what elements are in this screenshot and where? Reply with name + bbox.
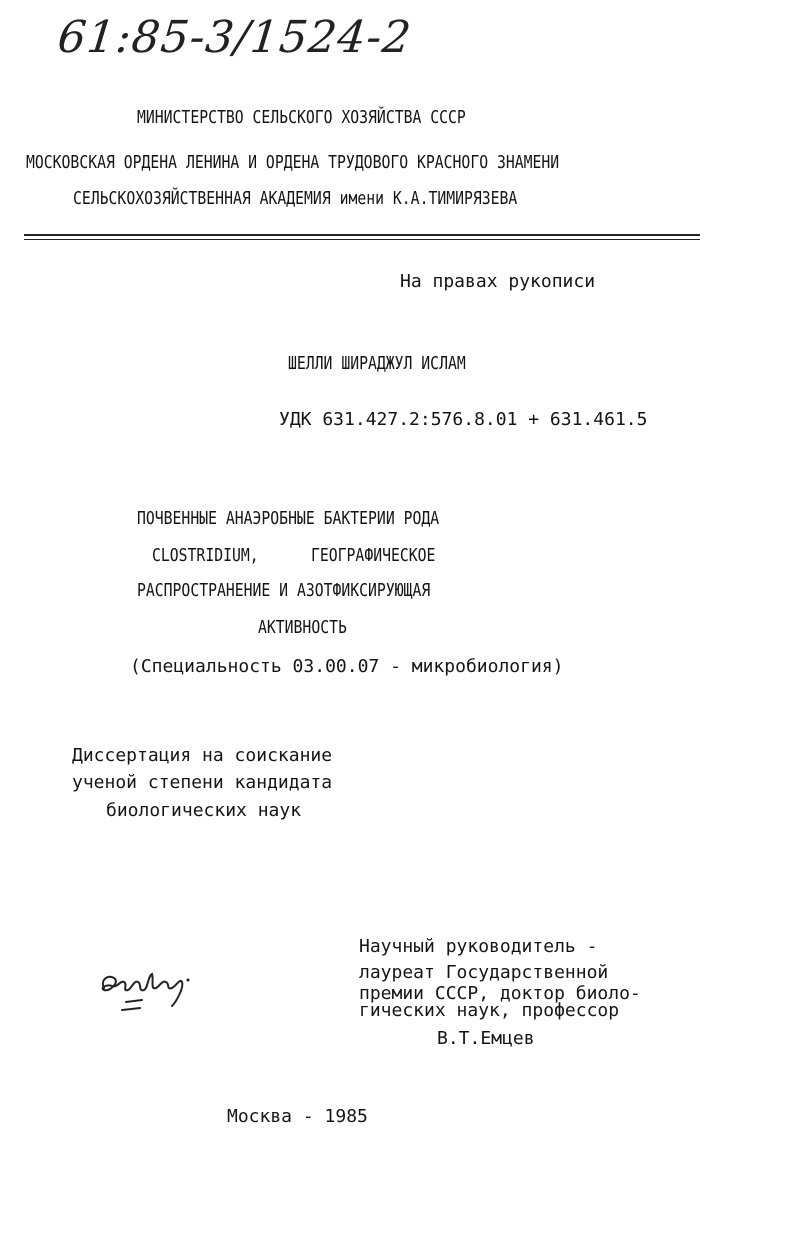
place-and-year: Москва - 1985: [227, 1106, 368, 1127]
academy-heading-line2: СЕЛЬСКОХОЗЯЙСТВЕННАЯ АКАДЕМИЯ имени К.А.ТИМИРЯЗЕВА: [73, 188, 518, 209]
academy-heading-line1: МОСКОВСКАЯ ОРДЕНА ЛЕНИНА И ОРДЕНА ТРУДОВОГО КРАСНОГО ЗНАМЕНИ: [26, 152, 560, 173]
degree-line-1: Диссертация на соискание: [72, 745, 333, 766]
title-line-3: РАСПРОСТРАНЕНИЕ И АЗОТФИКСИРУЮЩАЯ: [137, 580, 431, 601]
supervisor-line-3: премии СССР, доктор биоло-: [359, 983, 641, 1004]
supervisor-name: В.Т.Емцев: [437, 1028, 535, 1049]
ministry-heading: МИНИСТЕРСТВО СЕЛЬСКОГО ХОЗЯЙСТВА СССР: [137, 107, 466, 128]
title-line-1: ПОЧВЕННЫЕ АНАЭРОБНЫЕ БАКТЕРИИ РОДА: [137, 508, 440, 529]
degree-line-3: биологических наук: [106, 800, 302, 821]
handwritten-signature: [96, 962, 206, 1018]
title-line-4: АКТИВНОСТЬ: [258, 617, 347, 638]
handwritten-archive-number: 61:85-3/1524-2: [55, 12, 415, 63]
author-name: ШЕЛЛИ ШИРАДЖУЛ ИСЛАМ: [288, 353, 466, 374]
degree-line-2: ученой степени кандидата: [72, 772, 333, 793]
udc-code: УДК 631.427.2:576.8.01 + 631.461.5: [279, 409, 648, 430]
manuscript-rights-note: На правах рукописи: [400, 271, 596, 292]
specialty-line: (Специальность 03.00.07 - микробиология): [130, 656, 564, 677]
header-divider: [24, 234, 700, 236]
title-line-2-geo: ГЕОГРАФИЧЕСКОЕ: [311, 545, 436, 566]
supervisor-line-4: гических наук, профессор: [359, 1000, 620, 1021]
supervisor-line-1: Научный руководитель -: [359, 936, 598, 957]
header-divider-secondary: [24, 239, 700, 240]
title-line-2-genus: CLOSTRIDIUM,: [152, 545, 259, 566]
supervisor-line-2: лауреат Государственной: [359, 962, 609, 983]
